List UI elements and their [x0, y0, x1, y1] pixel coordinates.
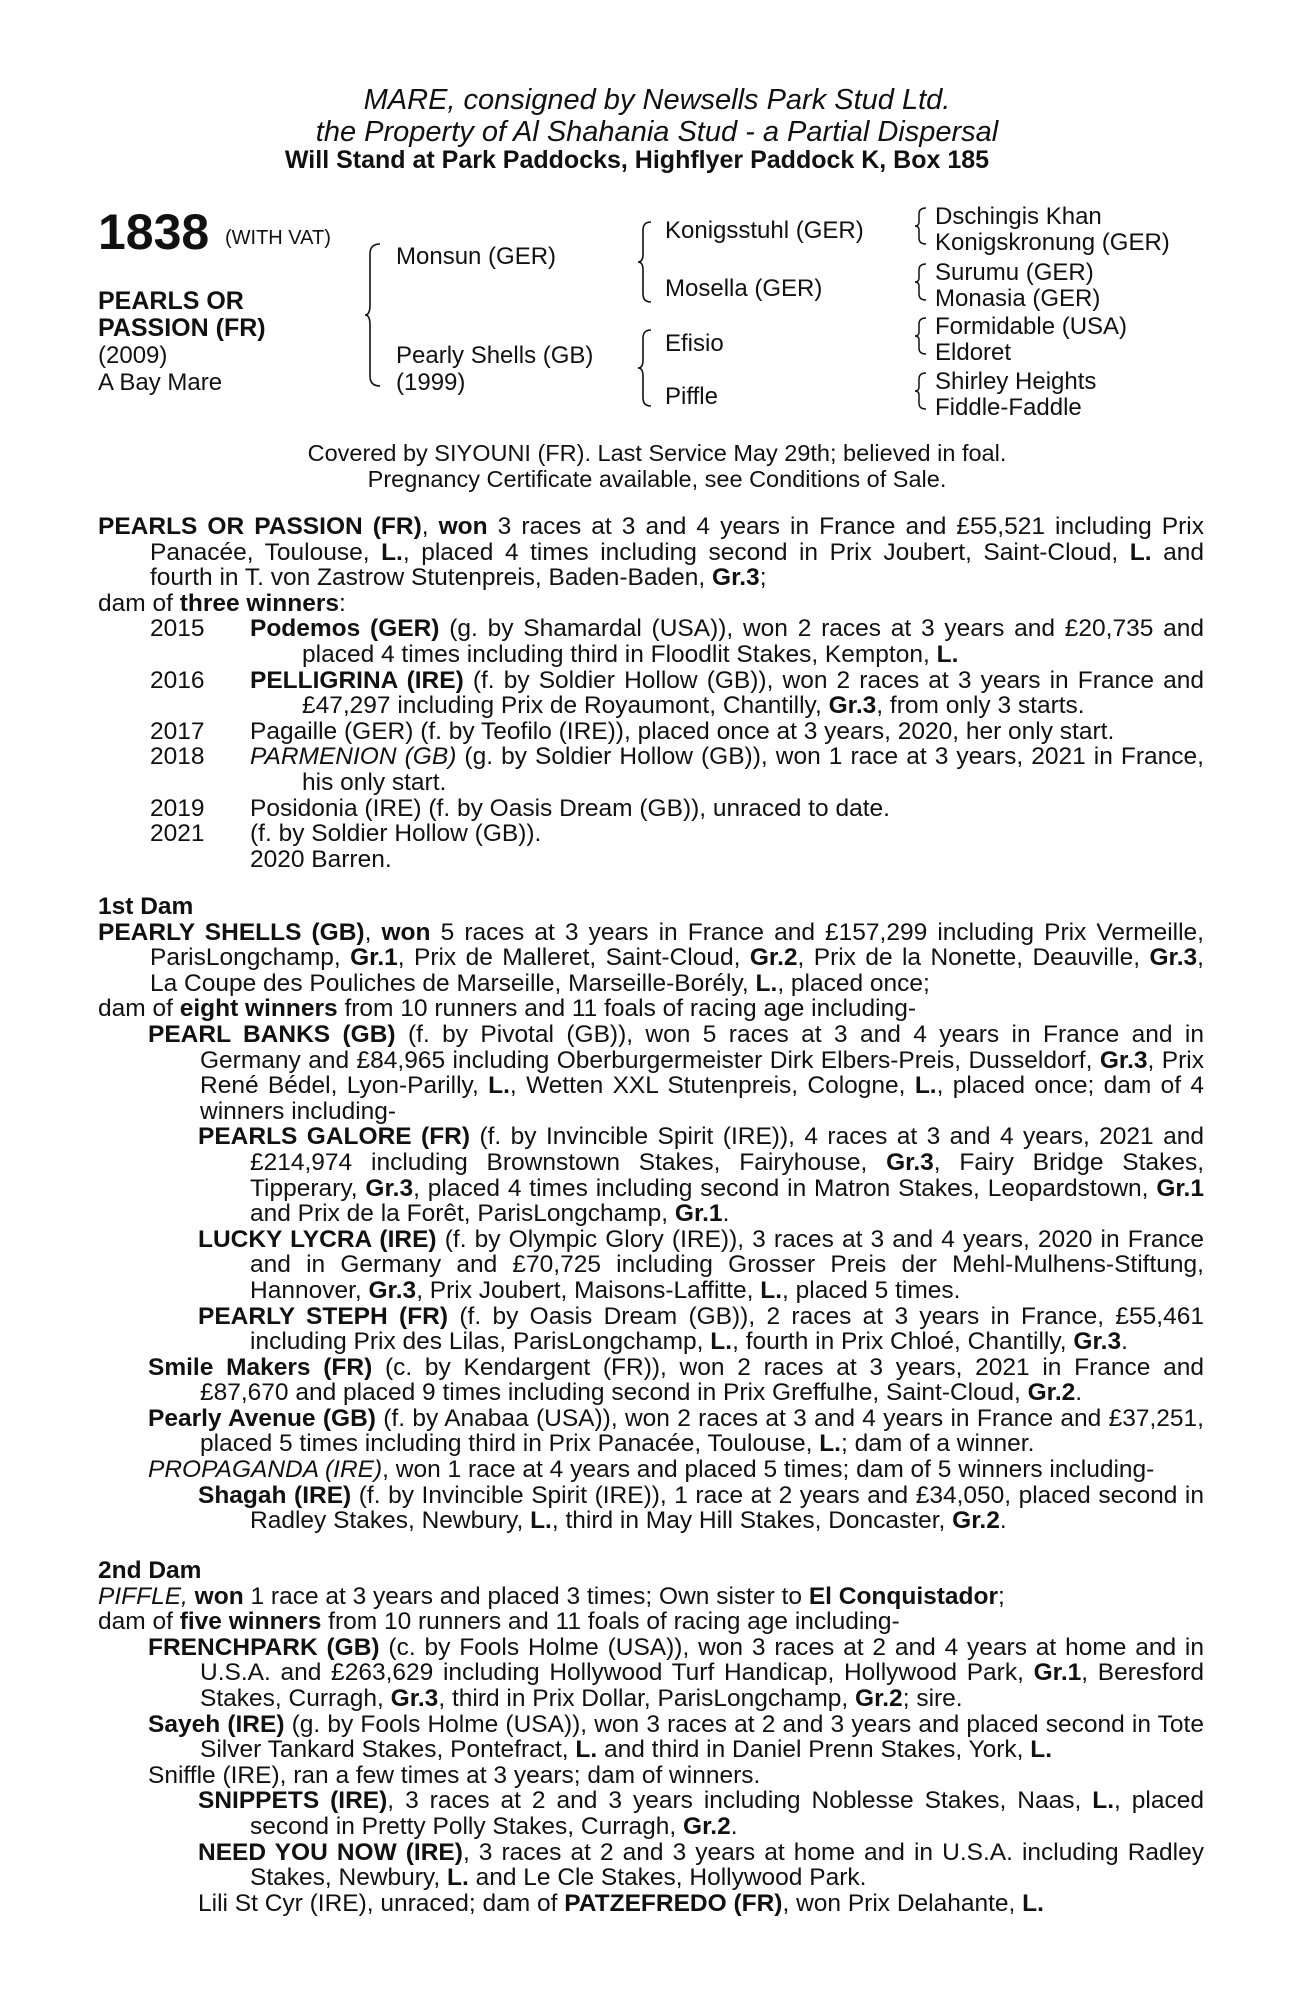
produce-row	[98, 616, 1204, 667]
record-text: .	[1075, 1379, 1083, 1407]
record-text: , Fairy Bridge Stakes, Tipperary,	[250, 1148, 1205, 1202]
colon: :	[339, 589, 346, 617]
group-mark: Gr.1	[674, 1200, 723, 1228]
listed-mark: L.	[755, 969, 778, 997]
covering-line: Covered by SIYOUNI (FR). Last Service May 29th; believed in foal.	[307, 440, 1007, 466]
produce-text: , from only 3 starts.	[876, 692, 1085, 720]
second-dam-record	[98, 1584, 1204, 1610]
progeny-record	[98, 1840, 1204, 1891]
first-dam-name: PEARLY SHELLS (GB)	[98, 918, 365, 946]
record-text: 5 races at 3 years in France and £157,299 including Prix Vermeille, ParisLongchamp,	[150, 918, 1204, 972]
record-text: , 3 races at 2 and 3 years at home and in U.S.A. including Radley Stakes, Newbury,	[250, 1838, 1205, 1892]
listed-mark: L.	[1030, 1736, 1053, 1764]
dam-of-line	[98, 1609, 1204, 1635]
dam-of-text: from 10 runners and 11 foals of racing age including-	[321, 1608, 900, 1636]
produce-row	[98, 821, 1204, 847]
first-dam-record: PEARLY SHELLS (GB), won 5 races at 3 years in France and £157,299 including Prix Vermeille, ParisLongchamp, Gr.1, Prix de Malleret, Saint-Cloud, Gr.2, Prix de la Nonette, Deauville, Gr.3, La Coupe des Pouliches de Marseille, Marseille-Borély, L., placed once;	[98, 918, 1204, 997]
record-text: (g. by Fools Holme (USA)), won 3 races at 2 and 3 years and placed second in Tote Silver Tankard Stakes, Pontefract,	[200, 1710, 1204, 1764]
pedigree-brace-sire	[637, 220, 655, 304]
record-text: , third in Prix Dollar, ParisLongchamp,	[438, 1684, 856, 1712]
record-text: (f. by Invincible Spirit (IRE)), 4 races at 3 and 4 years, 2021 and £214,974 including Brownstown Stakes, Fairyhouse,	[250, 1123, 1204, 1176]
produce-name: PELLIGRINA (IRE)	[250, 666, 464, 694]
second-dam-name: PIFFLE,	[98, 1582, 188, 1610]
progeny-name: PEARLS GALORE (FR)	[198, 1123, 471, 1151]
record-text: , won 1 race at 4 years and placed 5 times; dam of 5 winners including-	[382, 1456, 1155, 1484]
group-mark: Gr.2	[952, 1507, 1000, 1535]
record-text: , Wetten XXL Stutenpreis, Cologne,	[509, 1072, 915, 1100]
produce-year: 2017	[150, 717, 205, 745]
pedigree-brace-g1	[914, 206, 928, 246]
group-mark: Gr.3	[828, 692, 877, 720]
dam-of-line	[98, 591, 1204, 617]
record-text: (f. by Invincible Spirit (IRE)), 1 race at 2 years and £34,050, placed second in Radley Stakes, Newbury,	[250, 1481, 1204, 1535]
progeny-record	[98, 1227, 1204, 1304]
produce-year: 2021	[150, 820, 205, 848]
progeny-name: Shagah (IRE)	[198, 1481, 352, 1509]
pedigree-g8: Fiddle-Faddle	[935, 394, 1082, 421]
pedigree-dam: Pearly Shells (GB)	[396, 342, 594, 369]
pedigree-dam-year: (1999)	[396, 369, 466, 396]
second-dam-section	[98, 1558, 1204, 1916]
group-mark: Gr.3	[390, 1684, 439, 1712]
won-label: won	[194, 1582, 244, 1610]
dam-of-text: from 10 runners and 11 foals of racing age including-	[337, 995, 916, 1023]
record-text: Lili St Cyr (IRE), unraced; dam of	[198, 1889, 565, 1917]
record-text: (f. by Olympic Glory (IRE)), 3 races at 3 and 4 years, 2020 in France and in Germany and £70,725 including Grosser Preis der Mehl-Mulhens-Stiftung, Hannover,	[250, 1225, 1204, 1304]
record-text: , 3 races at 2 and 3 years including Noblesse Stakes, Naas,	[387, 1787, 1093, 1815]
mare-record-name: PEARLS OR PASSION (FR)	[98, 513, 422, 540]
record-text: (f. by Anabaa (USA)), won 2 races at 3 and 4 years in France and £37,251, placed 5 times including third in Prix Panacée, Toulouse,	[200, 1404, 1204, 1458]
progeny-name: Sayeh (IRE)	[148, 1710, 285, 1738]
listed-mark: L.	[760, 1276, 783, 1304]
pedigree-g3: Surumu (GER)	[935, 259, 1094, 286]
winners-count: three winners	[179, 589, 340, 617]
record-text: .	[730, 1812, 738, 1840]
progeny-record	[98, 1355, 1204, 1406]
produce-row	[98, 796, 1204, 822]
listed-mark: L.	[1129, 538, 1152, 566]
progeny-record	[98, 1406, 1204, 1457]
progeny-record	[98, 1304, 1204, 1355]
progeny-name: LUCKY LYCRA (IRE)	[198, 1225, 437, 1253]
pedigree-g4: Monasia (GER)	[935, 285, 1101, 312]
group-mark: Gr.2	[855, 1684, 903, 1712]
winners-count: eight winners	[179, 995, 338, 1023]
record-text: , won Prix Delahante,	[782, 1889, 1023, 1917]
pedigree-brace-g3	[914, 316, 928, 356]
record-text: , Prix de la Nonette, Deauville,	[797, 944, 1150, 972]
record-text: 3 races at 3 and 4 years in France and £55,521 including Prix Panacée, Toulouse,	[150, 513, 1204, 566]
record-text: .	[1121, 1328, 1128, 1356]
record-text: ;	[759, 564, 767, 592]
record-text: and fourth in T. von Zastrow Stutenpreis, Baden-Baden,	[150, 538, 1205, 592]
won-label: won	[381, 918, 431, 946]
pedigree-g2: Konigskronung (GER)	[935, 229, 1170, 256]
first-dam-section	[98, 894, 1204, 1534]
record-text: , placed once;	[777, 969, 930, 997]
produce-row	[98, 847, 1204, 873]
pedigree-sire-dam: Mosella (GER)	[665, 275, 823, 302]
produce-year: 2018	[150, 743, 205, 771]
progeny-name: PROPAGANDA (IRE)	[148, 1456, 383, 1484]
pregnancy-line: Pregnancy Certificate available, see Conditions of Sale.	[367, 466, 947, 492]
horse-description: A Bay Mare	[98, 369, 223, 396]
progeny-name: FRENCHPARK (GB)	[148, 1633, 380, 1661]
listed-mark: L.	[530, 1507, 552, 1535]
group-mark: Gr.3	[365, 1174, 414, 1202]
mare-record-section	[98, 514, 1204, 872]
record-text: , placed 4 times including second in Matron Stakes, Leopardstown,	[413, 1174, 1157, 1202]
record-text: , placed 5 times.	[782, 1276, 961, 1304]
produce-year: 2015	[150, 615, 205, 643]
record-text: ; dam of a winner.	[841, 1430, 1035, 1458]
progeny-name: NEED YOU NOW (IRE)	[198, 1838, 463, 1866]
record-text: ; sire.	[902, 1684, 963, 1712]
produce-record: (f. by Soldier Hollow (GB)).	[250, 820, 542, 848]
produce-text: (f. by Soldier Hollow (GB)), won 2 races at 3 years in France and £47,297 including Prix de Royaumont, Chantilly,	[302, 666, 1205, 720]
record-text: (f. by Pivotal (GB)), won 5 races at 3 and 4 years in France and in Germany and £84,965 including Oberburgermeister Dirk Elbers-Preis, Dusseldorf,	[200, 1020, 1205, 1074]
pedigree-brace-g2	[914, 262, 928, 302]
progeny-record	[98, 1483, 1204, 1534]
first-dam-heading: 1st Dam	[98, 893, 194, 920]
listed-mark: L.	[914, 1072, 937, 1100]
group-mark: Gr.2	[1027, 1379, 1076, 1407]
record-text: and third in Daniel Prenn Stakes, York,	[597, 1736, 1031, 1764]
second-dam-heading: 2nd Dam	[98, 1557, 202, 1584]
dam-of-label: dam of	[98, 995, 180, 1023]
group-mark: Gr.1	[350, 944, 398, 972]
dam-of-line	[98, 996, 1204, 1022]
listed-mark: L.	[381, 538, 403, 566]
produce-text: (g. by Soldier Hollow (GB)), won 1 race at 3 years, 2021 in France, his only start.	[302, 743, 1204, 796]
winners-count: five winners	[179, 1608, 322, 1636]
listed-mark: L.	[819, 1430, 841, 1458]
progeny-record	[98, 1891, 1204, 1917]
record-text: .	[999, 1507, 1007, 1535]
produce-row	[98, 668, 1204, 719]
listed-mark: L.	[575, 1736, 598, 1764]
group-mark: Gr.3	[1073, 1328, 1122, 1356]
pedigree-brace-dam	[637, 328, 655, 408]
listed-mark: L.	[710, 1328, 733, 1356]
listed-mark: L.	[446, 1864, 469, 1892]
record-text: (c. by Kendargent (FR)), won 2 races at 3 years, 2021 in France and £87,670 and placed 9 times including second in Prix Greffulhe, Saint-Cloud,	[200, 1353, 1204, 1407]
progeny-record	[98, 1457, 1204, 1483]
produce-record	[250, 744, 1204, 795]
listed-mark: L.	[1092, 1787, 1115, 1815]
group-mark: Gr.2	[749, 944, 798, 972]
record-text: , placed 4 times including second in Prix Joubert, Saint-Cloud,	[402, 538, 1130, 566]
pedigree-dam-sire: Efisio	[665, 330, 724, 357]
record-text: , Prix Joubert, Maisons-Laffitte,	[416, 1276, 761, 1304]
progeny-record	[98, 1788, 1204, 1839]
produce-year: 2019	[150, 794, 205, 822]
pedigree-g1: Dschingis Khan	[935, 203, 1102, 230]
pedigree-g5: Formidable (USA)	[935, 313, 1128, 340]
record-text: ;	[998, 1582, 1005, 1610]
produce-record: Pagaille (GER) (f. by Teofilo (IRE)), placed once at 3 years, 2020, her only start.	[250, 717, 1115, 745]
progeny-record	[98, 1022, 1204, 1124]
group-mark: Gr.3	[1149, 944, 1198, 972]
progeny-name: Pearly Avenue (GB)	[148, 1404, 376, 1432]
record-text: and Prix de la Forêt, ParisLongchamp,	[250, 1200, 675, 1228]
record-text: (f. by Oasis Dream (GB)), 2 races at 3 years in France, £55,461 including Prix des Lilas, ParisLongchamp,	[250, 1302, 1204, 1356]
progeny-record	[98, 1635, 1204, 1712]
group-mark: Gr.3	[1099, 1046, 1148, 1074]
group-mark: Gr.1	[1156, 1174, 1204, 1202]
group-mark: Gr.1	[1033, 1659, 1082, 1687]
progeny-name: PEARLY STEPH (FR)	[198, 1302, 449, 1330]
property-line: the Property of Al Shahania Stud - a Partial Dispersal	[315, 116, 999, 148]
progeny-name: SNIPPETS (IRE)	[198, 1787, 388, 1815]
progeny-name: PEARL BANKS (GB)	[148, 1020, 396, 1048]
pedigree-sire-sire: Konigsstuhl (GER)	[665, 217, 864, 244]
record-text: , third in May Hill Stakes, Doncaster,	[551, 1507, 953, 1535]
listed-mark: L.	[488, 1072, 510, 1100]
record-text: , fourth in Prix Chloé, Chantilly,	[732, 1328, 1074, 1356]
pedigree-sire: Monsun (GER)	[396, 243, 557, 270]
produce-row	[98, 744, 1204, 795]
group-mark: Gr.3	[712, 564, 760, 592]
dam-of-label: dam of	[98, 1608, 180, 1636]
barren-note: 2020 Barren.	[250, 845, 392, 873]
produce-text: (g. by Shamardal (USA)), won 2 races at 3 years and £20,735 and placed 4 times including third in Floodlit Stakes, Kempton,	[302, 615, 1204, 668]
pedigree-brace-main	[364, 242, 384, 388]
pedigree-g7: Shirley Heights	[935, 368, 1097, 395]
progeny-record	[98, 1124, 1204, 1226]
group-mark: Gr.3	[886, 1148, 934, 1176]
produce-record: Posidonia (IRE) (f. by Oasis Dream (GB)), unraced to date.	[250, 794, 890, 822]
record-text: (c. by Fools Holme (USA)), won 3 races at 2 and 4 years at home and in U.S.A. and £263,629 including Hollywood Turf Handicap, Hollywood Park,	[200, 1633, 1204, 1687]
location-line: Will Stand at Park Paddocks, Highflyer Paddock K, Box 185	[284, 146, 990, 174]
record-text: , Prix René Bédel, Lyon-Parilly,	[200, 1046, 1204, 1100]
horse-year: (2009)	[98, 342, 168, 369]
listed-mark: L.	[1022, 1889, 1044, 1917]
record-text: , Beresford Stakes, Curragh,	[200, 1659, 1205, 1712]
lot-vat-note: (WITH VAT)	[225, 227, 331, 249]
record-text: , placed second in Pretty Polly Stakes, Curragh,	[250, 1787, 1204, 1840]
pedigree-dam-dam: Piffle	[665, 383, 718, 410]
pedigree-g6: Eldoret	[935, 339, 1012, 366]
produce-name: Podemos (GER)	[250, 615, 440, 643]
progeny-name: Smile Makers (FR)	[148, 1353, 373, 1381]
horse-name: PEARLS OR PASSION (FR)	[98, 287, 266, 342]
produce-record	[250, 668, 1204, 719]
progeny-name: PATZEFREDO (FR)	[564, 1889, 783, 1917]
dam-of-label: dam of	[98, 589, 180, 617]
record-text: , Prix de Malleret, Saint-Cloud,	[397, 944, 750, 972]
group-mark: Gr.3	[368, 1276, 417, 1304]
won-label: won	[438, 513, 488, 540]
sister-name: El Conquistador	[808, 1582, 999, 1610]
pedigree-brace-g4	[914, 371, 928, 411]
produce-year-blank	[98, 847, 250, 873]
progeny-record	[98, 1712, 1204, 1763]
group-mark: Gr.2	[683, 1812, 731, 1840]
produce-row	[98, 719, 1204, 745]
progeny-record: Sniffle (IRE), ran a few times at 3 years; dam of winners.	[148, 1761, 761, 1789]
lot-number: 1838	[98, 204, 210, 260]
consignor-line: MARE, consigned by Newsells Park Stud Ltd.	[363, 84, 951, 116]
record-text: .	[722, 1200, 730, 1228]
record-text: , placed once; dam of 4 winners including-	[200, 1072, 1204, 1125]
record-text: , La Coupe des Pouliches de Marseille, Marseille-Borély,	[150, 944, 1204, 997]
produce-name: PARMENION (GB)	[250, 743, 457, 771]
produce-year: 2016	[150, 666, 205, 694]
record-text: and Le Cle Stakes, Hollywood Park.	[468, 1864, 867, 1892]
listed-mark: L.	[936, 640, 959, 668]
mare-record: PEARLS OR PASSION (FR), won 3 races at 3 and 4 years in France and £55,521 including Prix Panacée, Toulouse, L., placed 4 times including second in Prix Joubert, Saint-Cloud, L. and fourth in T. von Zastrow Stutenpreis, Baden-Baden, Gr.3;	[98, 513, 1205, 592]
produce-record	[250, 616, 1204, 667]
record-text: 1 race at 3 years and placed 3 times; Own sister to	[243, 1582, 809, 1610]
